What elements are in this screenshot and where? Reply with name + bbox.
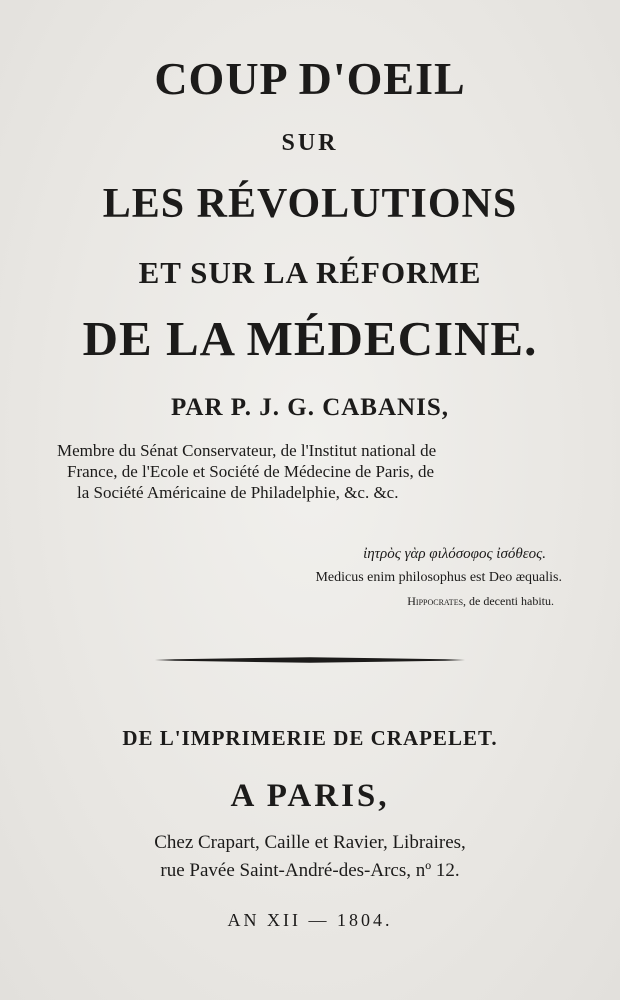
epigraph-citation <box>407 594 554 609</box>
publisher-line-2: rue Pavée Saint-André-des-Arcs, nº 12. <box>160 860 460 881</box>
author-line: PAR P. J. G. CABANIS, <box>171 394 449 421</box>
citation-work: , de decenti habitu. <box>463 594 554 608</box>
ornamental-rule <box>155 656 465 664</box>
title-line-1: COUP D'OEIL <box>154 53 466 104</box>
affiliation-line-1: Membre du Sénat Conservateur, de l'Institut national de <box>57 441 437 460</box>
affiliation-line-3: la Société Américaine de Philadelphie, &c. &c. <box>77 483 399 502</box>
title-line-4: ET SUR LA RÉFORME <box>138 255 482 290</box>
publication-date: AN XII — 1804. <box>227 910 393 930</box>
title-line-2: SUR <box>281 130 339 156</box>
citation-author: Hippocrates <box>407 594 464 608</box>
title-line-3: LES RÉVOLUTIONS <box>102 181 518 227</box>
city-line: A PARIS, <box>230 778 390 814</box>
epigraph-latin: Medicus enim philosophus est Deo æqualis. <box>315 570 562 585</box>
affiliation-line-2: France, de l'Ecole et Société de Médecine de Paris, de <box>67 462 434 481</box>
publisher-line-1: Chez Crapart, Caille et Ravier, Libraires, <box>154 832 466 853</box>
author-affiliation <box>57 440 567 503</box>
printer-line: DE L'IMPRIMERIE DE CRAPELET. <box>122 726 498 750</box>
title-line-5: DE LA MÉDECINE. <box>82 311 538 366</box>
epigraph-greek: ἰητρὸς γὰρ φιλόσοφος ἰσόθεος. <box>363 546 546 562</box>
